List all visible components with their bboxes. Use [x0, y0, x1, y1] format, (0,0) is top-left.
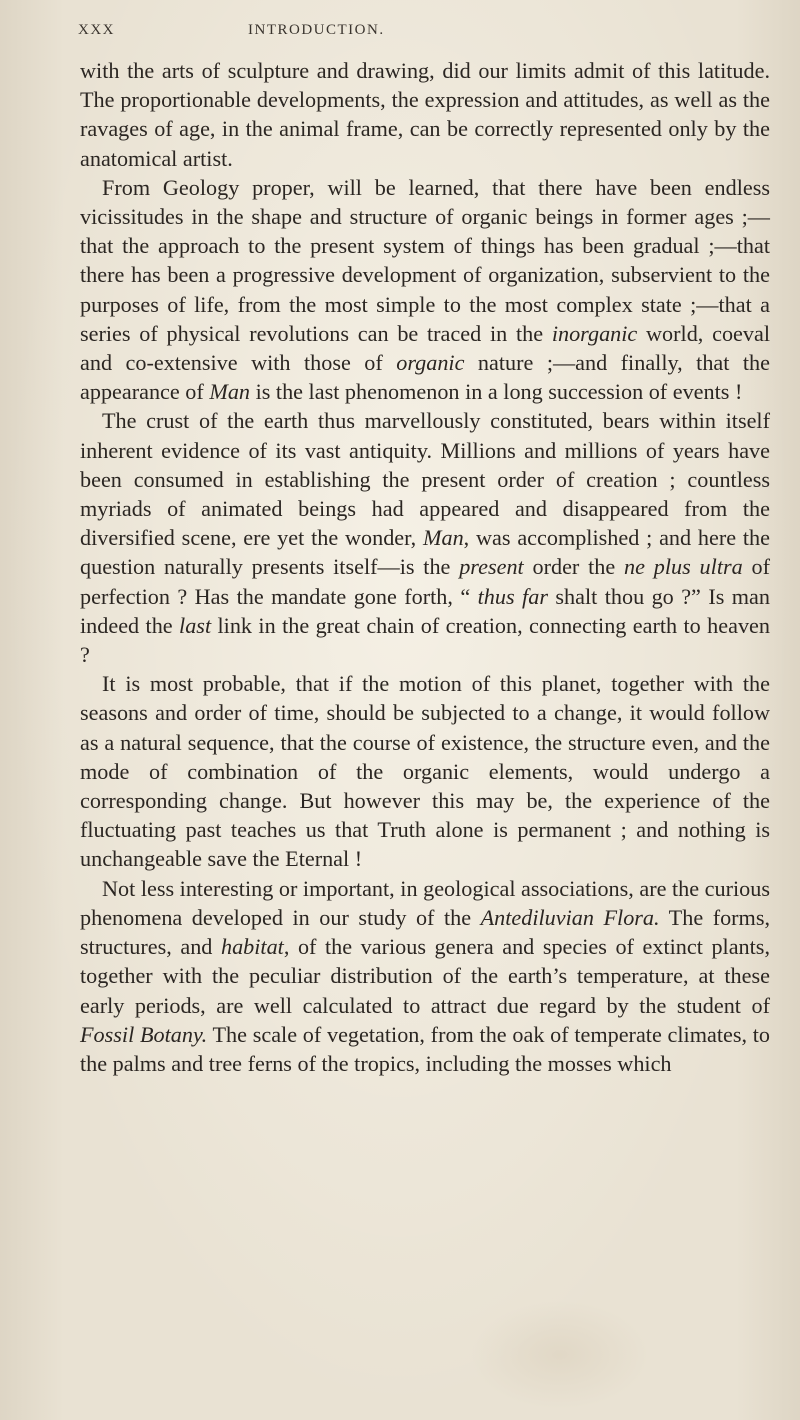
text-run: , of the various genera and species of extinct plants, together with the peculiar distribution of the earth’s temperature, at these early periods, are well calculated to attract due regard by the student of [80, 934, 770, 1018]
running-head-title: INTRODUCTION. [248, 22, 385, 38]
text-run: Not less interesting or important, in geological associations, are the curious phenomena developed in our study of the [80, 875, 770, 930]
text-run: From Geology proper, will be learned, that there have been endless vicissitudes in the shape and structure of organic beings in former ages ;—that the approach to the present system of things has been gradual ;—that there has been a progressive development of organization, subservient to the purposes of life, from the most simple to the most complex state ;—that a series of physical revolutions can be traced in the [80, 174, 770, 346]
page-number: XXX [78, 22, 115, 38]
italic-text: Fossil Botany. [80, 1021, 208, 1047]
text-run: The forms, structures, and [80, 904, 771, 960]
paper-stain [470, 1300, 650, 1410]
italic-text: inorganic [551, 320, 638, 346]
text-run: shalt thou go ?” Is man indeed the [80, 583, 770, 638]
running-head [78, 22, 760, 46]
paragraph [80, 874, 770, 1078]
text-run: world, coeval and co-extensive with those of [80, 320, 770, 376]
italic-text: Antediluvian Flora. [480, 904, 660, 930]
text-run: of perfection ? Has the mandate gone forth, “ [80, 554, 770, 609]
italic-text: present [459, 554, 524, 580]
italic-text: thus far [477, 583, 548, 609]
italic-text: last [179, 612, 212, 638]
text-run: It is most probable, that if the motion of this planet, together with the seasons and order of time, should be subjected to a change, it would follow as a natural sequence, that the course of existence, the structure even, and the mode of combination of the organic elements, would undergo a corresponding change. But however this may be, the experience of the fluctuating past teaches us that Truth alone is permanent ; and nothing is unchangeable save the Eternal ! [80, 671, 770, 872]
italic-text: habitat [220, 934, 284, 960]
italic-text: Man [209, 379, 251, 405]
paragraph [80, 173, 770, 407]
text-run: , was accomplished ; and here the question naturally presents itself—is the [80, 525, 770, 580]
text-run: with the arts of sculpture and drawing, did our limits admit of this latitude. The proportionable developments, the expression and attitudes, as well as the ravages of age, in the animal frame, can be correctly represented only by the anatomical artist. [80, 58, 770, 171]
text-run: The scale of vegetation, from the oak of temperate climates, to the palms and tree ferns of the tropics, including the mosses which [80, 1021, 771, 1076]
paragraph [80, 56, 770, 173]
paragraph [80, 669, 770, 873]
text-run: nature ;—and finally, that the appearance of [80, 350, 770, 405]
italic-text: ne plus ultra [624, 554, 743, 580]
body-text [80, 56, 770, 1078]
paragraph [80, 406, 770, 669]
text-run: link in the great chain of creation, connecting earth to heaven ? [80, 612, 771, 668]
text-run: is the last phenomenon in a long succession of events ! [250, 379, 743, 405]
italic-text: organic [396, 350, 465, 376]
text-run: order the [523, 554, 625, 580]
text-run: The crust of the earth thus marvellously constituted, bears within itself inherent evidence of its vast antiquity. Millions and millions of years have been consumed in establishing the present order of creation ; countless myriads of animated beings had appeared and disappeared from the diversified scene, ere yet the wonder, [80, 408, 770, 551]
italic-text: Man [423, 525, 464, 551]
